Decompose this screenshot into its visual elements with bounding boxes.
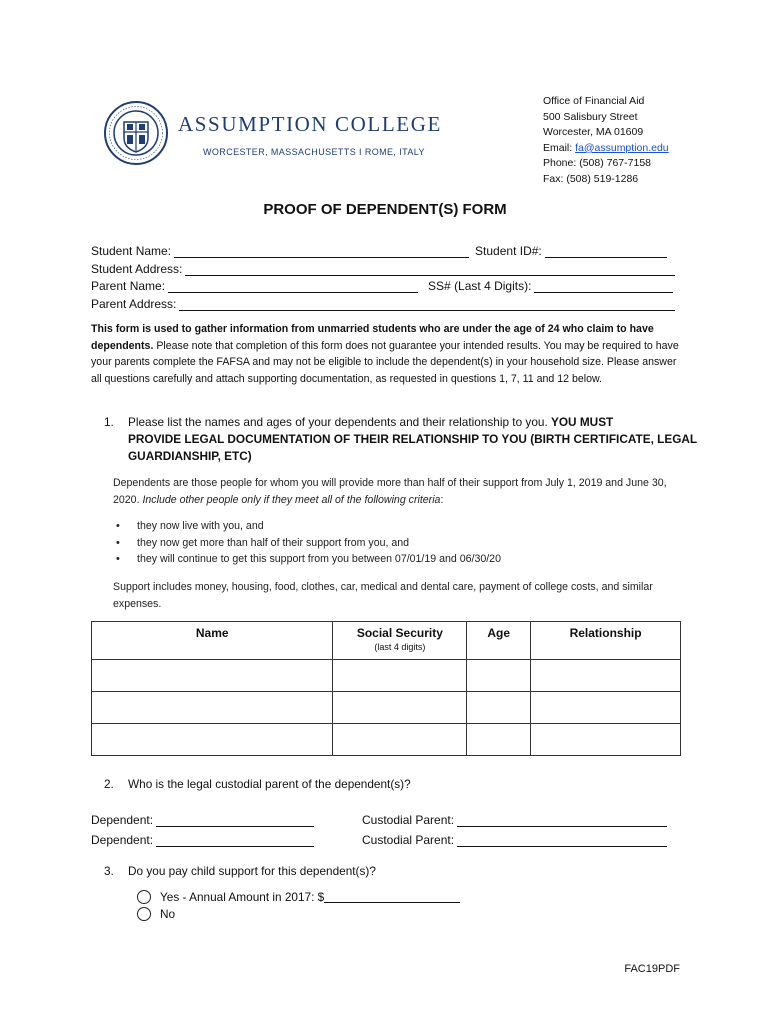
parent-name-label: Parent Name: <box>91 279 166 294</box>
cell-name[interactable] <box>92 724 333 756</box>
cell-age[interactable] <box>467 660 531 692</box>
radio-no[interactable] <box>137 907 151 921</box>
parent-address-label: Parent Address: <box>91 296 177 311</box>
no-label: No <box>160 907 176 921</box>
college-locations: WORCESTER, MASSACHUSETTS I ROME, ITALY <box>203 147 425 157</box>
header-name-label: Name <box>195 626 229 640</box>
criteria-item: • they now get more than half of their support from you, and <box>113 535 501 552</box>
parent-address-field[interactable] <box>179 298 675 311</box>
table-row <box>92 692 681 724</box>
office-name: Office of Financial Aid <box>543 95 645 107</box>
cell-age[interactable] <box>467 724 531 756</box>
cell-name[interactable] <box>92 660 333 692</box>
student-address-label: Student Address: <box>91 261 183 276</box>
ss-field[interactable] <box>534 280 673 293</box>
office-city: Worcester, MA 01609 <box>543 126 644 139</box>
custodial-parent-field[interactable] <box>457 814 667 827</box>
intro-rest: Please note that completion of this form does not guarantee your intended results. You may be required to have your parents complete the FAFSA and may not be eligible to include the dependent(s) in your household size. Please answer all questions carefully and attach supporting documentation, as requested in questions 1, 7, 11 and 12 below. <box>91 339 679 385</box>
q1-bold-1: YOU MUST <box>551 415 614 429</box>
dependents-definition <box>113 475 683 508</box>
student-name-field[interactable] <box>174 245 469 258</box>
student-id-label: Student ID#: <box>475 244 542 259</box>
question-1 <box>104 414 697 464</box>
custodial-row-1 <box>362 813 667 827</box>
header-social-security <box>333 622 467 660</box>
criteria-list <box>113 518 501 568</box>
office-fax: Fax: (508) 519-1286 <box>543 172 639 185</box>
intro-paragraph <box>91 321 683 387</box>
cell-ss[interactable] <box>333 724 467 756</box>
q1-text: Please list the names and ages of your dependents and their relationship to you. <box>128 415 551 429</box>
dependent-row-1 <box>91 813 314 827</box>
ss-label: SS# (Last 4 Digits): <box>428 279 532 294</box>
intro-bold: This form is used to gather information from unmarried students who are under the age of 24 who claim to have dependents. <box>91 323 654 352</box>
header-age <box>467 622 531 660</box>
cell-age[interactable] <box>467 692 531 724</box>
cell-relationship[interactable] <box>531 692 681 724</box>
student-id-field[interactable] <box>545 245 667 258</box>
email-label: Email: <box>543 141 576 154</box>
definition-text: Dependents are those people for whom you will provide more than half of their support from July 1, 2019 and June 30, 2020. <box>113 477 667 506</box>
option-no[interactable] <box>137 907 175 921</box>
custodial-parent-label: Custodial Parent: <box>362 813 455 827</box>
form-code: FAC19PDF <box>624 963 680 975</box>
office-email <box>543 141 669 157</box>
student-address-field[interactable] <box>185 263 675 276</box>
student-name-label: Student Name: <box>91 244 172 259</box>
cell-ss[interactable] <box>333 660 467 692</box>
form-title: PROOF OF DEPENDENT(S) FORM <box>263 201 507 218</box>
header-ss-label: Social Security <box>356 626 443 640</box>
dependent-field[interactable] <box>156 814 314 827</box>
criteria-item: • they will continue to get this support from you between 07/01/19 and 06/30/20 <box>113 551 501 568</box>
header-name <box>92 622 333 660</box>
dependent-row-2 <box>91 833 314 847</box>
dependent-label: Dependent: <box>91 833 154 847</box>
q1-number: 1. <box>104 415 114 429</box>
criteria-item: • they now live with you, and <box>113 518 501 535</box>
option-yes[interactable] <box>137 890 460 904</box>
header-age-label: Age <box>487 626 511 640</box>
table-header-row <box>92 622 681 660</box>
header-relationship-label: Relationship <box>569 626 642 640</box>
annual-amount-field[interactable] <box>324 892 460 903</box>
cell-name[interactable] <box>92 692 333 724</box>
student-row <box>91 241 681 258</box>
q1-bold-2: PROVIDE LEGAL DOCUMENTATION OF THEIR RELATIONSHIP TO YOU (BIRTH CERTIFICATE, LEGAL <box>128 431 698 446</box>
q3-text: Do you pay child support for this dependent(s)? <box>128 864 376 878</box>
radio-yes[interactable] <box>137 890 151 904</box>
custodial-row-2 <box>362 833 667 847</box>
q1-bold-3: GUARDIANSHIP, ETC) <box>128 448 252 463</box>
office-phone: Phone: (508) 767-7158 <box>543 157 651 170</box>
question-3 <box>104 863 376 880</box>
parent-address-row <box>91 293 681 310</box>
support-note: Support includes money, housing, food, clothes, car, medical and dental care, payment of college costs, and similar expenses. <box>113 581 653 610</box>
cell-relationship[interactable] <box>531 660 681 692</box>
college-seal-logo <box>103 100 169 166</box>
definition-italic: Include other people only if they meet all of the following criteria <box>142 493 441 506</box>
table-row <box>92 660 681 692</box>
header-ss-note: (last 4 digits) <box>374 642 426 652</box>
dependent-field[interactable] <box>156 834 314 847</box>
student-address-row <box>91 258 681 275</box>
email-link[interactable]: fa@assumption.edu <box>575 141 669 154</box>
yes-label: Yes - Annual Amount in 2017: $ <box>160 890 325 904</box>
info-block <box>91 241 681 311</box>
custodial-parent-label: Custodial Parent: <box>362 833 455 847</box>
definition-end: : <box>440 493 444 506</box>
college-name: ASSUMPTION COLLEGE <box>178 112 442 136</box>
q2-text: Who is the legal custodial parent of the dependent(s)? <box>128 777 411 791</box>
office-contact-block <box>543 94 669 188</box>
dependents-table <box>91 621 681 756</box>
cell-relationship[interactable] <box>531 724 681 756</box>
parent-row <box>91 276 681 293</box>
table-row <box>92 724 681 756</box>
office-street: 500 Salisbury Street <box>543 110 638 123</box>
custodial-parent-field[interactable] <box>457 834 667 847</box>
q2-number: 2. <box>104 777 114 791</box>
cell-ss[interactable] <box>333 692 467 724</box>
q3-number: 3. <box>104 864 114 878</box>
parent-name-field[interactable] <box>168 280 418 293</box>
dependent-label: Dependent: <box>91 813 154 827</box>
header-relationship <box>531 622 681 660</box>
question-2 <box>104 776 411 793</box>
